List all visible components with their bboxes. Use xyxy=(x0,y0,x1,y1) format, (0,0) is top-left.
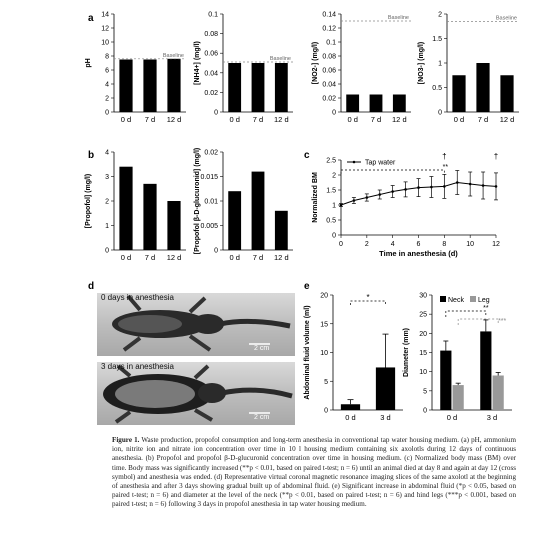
a2-baseline-label: Baseline xyxy=(269,56,291,63)
e1-ytick-label: 15 xyxy=(320,321,328,329)
b2-ytick-label: 0.02 xyxy=(204,149,218,157)
c-ytick-label: 0 xyxy=(332,232,336,240)
a3-ytick-label: 0.02 xyxy=(322,95,336,103)
e1-bar xyxy=(376,367,395,410)
a2-ytick-label: 0.04 xyxy=(204,70,218,78)
a1-ytick-label: 10 xyxy=(101,39,109,47)
e2-legend-swatch xyxy=(440,296,446,302)
b2-xtick-label: 7 d xyxy=(252,253,264,262)
a4-xtick-label: 0 d xyxy=(453,115,465,124)
a3-xtick-label: 0 d xyxy=(347,115,358,124)
c-point xyxy=(443,185,446,188)
a1-ytick-label: 2 xyxy=(105,95,109,103)
a4-ytick-label: 0 xyxy=(438,109,442,117)
figure-caption xyxy=(112,436,516,510)
a2-bar xyxy=(252,63,265,112)
a4-baseline-label: Baseline xyxy=(495,15,517,22)
b2-ytick-label: 0.01 xyxy=(204,198,218,206)
b1-ytick-label: 4 xyxy=(105,149,109,157)
c-point xyxy=(378,193,381,196)
a2-xtick-label: 0 d xyxy=(229,115,240,124)
e1-ytick-label: 0 xyxy=(324,407,328,415)
e2-bar-leg xyxy=(493,376,504,411)
a4-xtick-label: 12 d xyxy=(499,115,515,124)
c-ytick-label: 1 xyxy=(332,202,336,210)
mri-label-day0: 0 days in anesthesia xyxy=(101,293,174,302)
b1-ytick-label: 1 xyxy=(105,223,109,230)
a1-xtick-label: 0 d xyxy=(120,115,132,124)
c-point xyxy=(366,196,369,199)
b1-ytick-label: 2 xyxy=(105,198,109,206)
caption-title: Figure 1. xyxy=(112,436,140,444)
c-point xyxy=(482,184,485,187)
c-cross-day12: † xyxy=(493,152,499,161)
b2-bar xyxy=(252,172,265,250)
c-legend-label: Tap water xyxy=(365,159,396,167)
c-point xyxy=(417,186,420,189)
a1-bar xyxy=(119,60,132,113)
e1-sig-label: * xyxy=(366,293,370,302)
panel-label-d: d xyxy=(88,281,95,292)
b1-bar xyxy=(167,201,180,250)
b2-xtick-label: 12 d xyxy=(274,253,289,262)
b1-xtick-label: 0 d xyxy=(120,253,132,262)
c-cross-day8: † xyxy=(442,152,447,161)
a2-ytick-label: 0.1 xyxy=(208,11,218,19)
a3-bar xyxy=(393,95,406,113)
c-xtick-label: 2 xyxy=(364,241,369,248)
panel-label-b: b xyxy=(88,150,95,161)
a4-xtick-label: 7 d xyxy=(477,115,489,124)
a1-ytick-label: 4 xyxy=(105,81,109,89)
a3-xtick-label: 12 d xyxy=(392,115,407,124)
b2-ytick-label: 0.015 xyxy=(200,174,218,181)
c-point xyxy=(495,185,498,188)
e2-bar-neck xyxy=(480,331,491,410)
b2-ytick-label: 0.005 xyxy=(200,223,218,230)
e2-bar-leg xyxy=(453,385,464,410)
c-ytick-label: 2.5 xyxy=(326,157,336,165)
e2-sig-label-leg: *** xyxy=(498,318,507,325)
c-xtick-label: 10 xyxy=(466,241,475,248)
c-xtick-label: 6 xyxy=(416,241,421,248)
c-point xyxy=(391,190,394,193)
e2-ytick-label: 5 xyxy=(423,388,427,396)
c-point xyxy=(340,204,343,207)
a4-bar xyxy=(452,75,465,112)
a3-bar xyxy=(370,95,383,113)
a3-ytick-label: 0 xyxy=(332,109,336,117)
mri-label-day3: 3 days in anesthesia xyxy=(101,362,174,371)
a1-xtick-label: 12 d xyxy=(166,115,182,124)
a4-ytick-label: 0.5 xyxy=(432,85,442,92)
c-ytick-label: 0.5 xyxy=(326,217,336,225)
e1-ytick-label: 10 xyxy=(320,350,328,357)
a2-ytick-label: 0.08 xyxy=(204,31,218,39)
c-sig-bracket xyxy=(341,170,444,174)
a3-ylabel: [NO2-] (mg/l) xyxy=(312,41,319,85)
b1-bar xyxy=(119,167,132,250)
a2-bar xyxy=(228,63,241,112)
a2-ytick-label: 0 xyxy=(214,109,218,117)
scale-bar-label-day3: 2 cm xyxy=(254,414,270,421)
a3-ytick-label: 0.08 xyxy=(322,53,336,61)
a3-bar xyxy=(346,95,359,113)
b2-bar xyxy=(275,211,288,250)
e2-ylabel: Diameter (mm) xyxy=(403,327,410,378)
e2-ytick-label: 30 xyxy=(419,292,427,300)
c-ylabel: Normalized BM xyxy=(312,172,319,223)
e2-sig-bracket-neck xyxy=(446,311,486,317)
e1-bar xyxy=(341,404,360,410)
c-point xyxy=(353,199,356,202)
c-ytick-label: 2 xyxy=(332,172,336,180)
e2-xtick-label: 3 d xyxy=(486,413,498,422)
c-point xyxy=(430,186,433,189)
c-xtick-label: 8 xyxy=(442,241,447,248)
e2-legend-swatch xyxy=(470,296,476,302)
a2-xtick-label: 12 d xyxy=(274,115,289,124)
c-point xyxy=(404,188,407,191)
e1-xtick-label: 3 d xyxy=(380,413,391,422)
c-legend-marker xyxy=(353,161,356,164)
a1-bar xyxy=(143,60,156,113)
e2-ytick-label: 10 xyxy=(419,369,427,377)
b1-bar xyxy=(143,184,156,250)
a2-ytick-label: 0.02 xyxy=(204,89,218,97)
c-xlabel: Time in anesthesia (d) xyxy=(379,249,458,258)
e2-sig-label-neck: ** xyxy=(483,305,489,312)
e2-ytick-label: 15 xyxy=(419,350,427,357)
b1-ytick-label: 3 xyxy=(105,174,109,181)
e2-ytick-label: 20 xyxy=(419,330,427,338)
a3-baseline-label: Baseline xyxy=(387,15,409,21)
a1-ylabel: pH xyxy=(85,58,92,68)
a4-ytick-label: 1.5 xyxy=(432,36,442,43)
a3-ytick-label: 0.04 xyxy=(322,81,336,89)
a4-ytick-label: 2 xyxy=(438,11,442,19)
panel-label-e: e xyxy=(304,281,310,292)
c-xtick-label: 12 xyxy=(492,241,500,248)
c-point xyxy=(456,181,459,184)
a2-bar xyxy=(275,63,288,112)
e2-legend-label: Leg xyxy=(478,297,490,304)
b1-ytick-label: 0 xyxy=(105,247,109,255)
e2-ytick-label: 0 xyxy=(423,407,427,415)
a1-baseline-label: Baseline xyxy=(162,52,184,59)
e1-ylabel: Abdominal fluid volume (ml) xyxy=(304,305,311,400)
b2-ylabel: [Propofol β-D-glucuronid] (mg/l) xyxy=(194,147,201,255)
a1-ytick-label: 8 xyxy=(105,53,109,61)
b1-xtick-label: 7 d xyxy=(144,253,156,262)
a3-ytick-label: 0.12 xyxy=(322,25,336,33)
a1-ytick-label: 6 xyxy=(105,67,109,75)
c-point xyxy=(469,183,472,186)
a4-bar xyxy=(500,75,513,112)
a1-xtick-label: 7 d xyxy=(144,115,156,124)
caption-text: Waste production, propofol consumption and long-term anesthesia in conventional tap water housing medium. (a) pH, ammonium ion, nitrite ion and nitrate ion concentration over time in 10 l housing medium containing six axolotls during 12 days of continuous anesthesia. (b) Propofol and propofol β-D-glucuronid concentration over time in housing medium. (c) Normalized body mass (BM) over time. Body mass was significantly increased (**p < 0.01, based on paired t-test; n = 6) until an animal died at day 8 and again at day 12 (cross symbol) and anesthesia was ended. (d) Representative virtual coronal magnetic resonance imaging slices of the same axolotl at the beginning of anesthesia and after 3 days showing gradual built up of abdominal fluid. (e) Significant increase in abdominal fluid (*p < 0.05, based on paired t-test; n = 6) and diameter at the level of the neck (**p < 0.01, based on paired t-test; n = 6) and hind legs (***p < 0.001, based on paired t-test; n = 6) following 3 days in propofol anesthesia in tap water housing medium. xyxy=(112,436,516,509)
a2-ytick-label: 0.06 xyxy=(204,50,218,58)
b2-ytick-label: 0 xyxy=(214,247,218,255)
a3-ytick-label: 0.06 xyxy=(322,67,336,75)
a4-ylabel: [NO3-] (mg/l) xyxy=(418,41,425,85)
a1-ytick-label: 12 xyxy=(101,25,109,33)
e2-legend-label: Neck xyxy=(448,297,464,304)
e1-ytick-label: 5 xyxy=(324,378,328,386)
c-sig-label: ** xyxy=(442,164,449,171)
a3-xtick-label: 7 d xyxy=(370,115,382,124)
a3-ytick-label: 0.1 xyxy=(326,39,336,47)
a1-ytick-label: 0 xyxy=(105,109,109,117)
c-ytick-label: 1.5 xyxy=(326,187,336,195)
e1-ytick-label: 20 xyxy=(320,292,328,300)
e2-ytick-label: 25 xyxy=(419,311,427,319)
panel-label-c: c xyxy=(304,150,310,161)
b1-ylabel: [Propofol] (mg/l) xyxy=(85,173,92,229)
a3-ytick-label: 0.14 xyxy=(322,11,336,19)
e1-xtick-label: 0 d xyxy=(345,413,356,422)
a1-bar xyxy=(167,59,180,112)
a4-ytick-label: 1 xyxy=(438,60,442,68)
b2-xtick-label: 0 d xyxy=(229,253,240,262)
b2-bar xyxy=(228,191,241,250)
a1-ytick-label: 14 xyxy=(101,11,109,19)
e2-xtick-label: 0 d xyxy=(446,413,458,422)
b1-xtick-label: 12 d xyxy=(166,253,182,262)
e2-sig-bracket-leg xyxy=(458,319,498,325)
a4-bar xyxy=(476,63,489,112)
scale-bar-label-day0: 2 cm xyxy=(254,345,270,352)
a2-ylabel: [NH4+] (mg/l) xyxy=(194,41,201,85)
c-xtick-label: 0 xyxy=(339,241,343,248)
c-xtick-label: 4 xyxy=(390,241,395,248)
e2-bar-neck xyxy=(440,351,451,410)
a2-xtick-label: 7 d xyxy=(252,115,264,124)
panel-label-a: a xyxy=(88,13,94,24)
